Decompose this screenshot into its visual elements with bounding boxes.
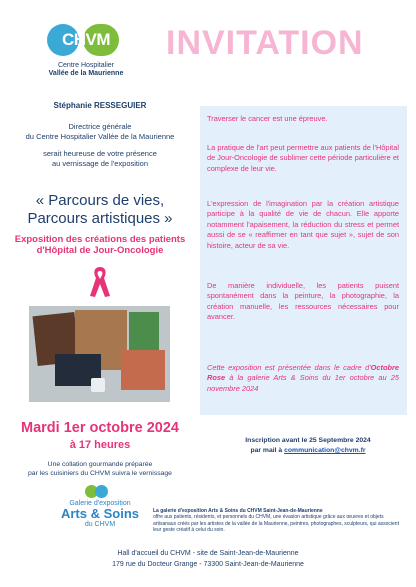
registration-mail <box>208 446 408 456</box>
panel-paragraph-4: De manière individuelle, les patients puisent spontanément dans la peinture, la photographie, la création manuelle, les ressources nécessaires pour avancer. <box>207 281 399 322</box>
logo-line-1: Centre Hospitalier <box>57 62 115 69</box>
photo-painted-box <box>121 350 165 390</box>
exhibition-subtitle <box>0 234 200 256</box>
registration-deadline: Inscription avant le 25 Septembre 2024 <box>245 437 371 444</box>
gallery-line-3: du CHVM <box>84 521 116 528</box>
logo-letters: CHVM <box>61 30 111 49</box>
host-invite-line-1: serait heureuse de votre présence <box>43 149 157 158</box>
event-date: Mardi 1er octobre 2024 <box>21 420 179 436</box>
panel-paragraph-1: Traverser le cancer est une épreuve. <box>207 114 328 123</box>
exhibition-title-line-2: Parcours artistiques » <box>27 210 173 227</box>
event-time: à 17 heures <box>69 439 131 451</box>
host-role-line-2: du Centre Hospitalier Vallée de la Maurienne <box>25 132 175 141</box>
gallery-desc-bold: La galerie d'exposition Arts & Soins du CHVM Saint-Jean-de-Maurienne <box>153 508 323 514</box>
host-invite <box>0 149 200 169</box>
exhibition-subtitle-line-1: Exposition des créations des patients <box>14 234 186 245</box>
panel-paragraph-2: La pratique de l'art peut permettre aux patients de l'Hôpital de Jour-Oncologie de sublimer cette période particulière et complexe de leur vie. <box>207 143 399 173</box>
description-panel <box>200 106 407 415</box>
registration-email-link[interactable]: communication@chvm.fr <box>284 447 366 454</box>
exhibition-title <box>0 192 200 228</box>
panel-p5-pre: Cette exposition est présentée dans le cadre d' <box>207 363 371 372</box>
registration-mail-prefix: par mail à <box>250 447 285 454</box>
photo-mug <box>91 378 105 392</box>
gallery-blue-dot <box>95 485 108 498</box>
chvm-logo <box>46 22 126 78</box>
registration-info <box>208 436 408 456</box>
panel-paragraph-3: L'expression de l'imagination par la création artistique participe à la qualité de vie de chacun. Elle apporte notamment l'apaisement, la réduction du stress et permet aussi de se « reaffirmer en tant que sujet », sujet de son histoire, acteur de sa vie. <box>207 199 399 250</box>
panel-p5-bold: Octobre Rose <box>207 363 399 383</box>
collation-line-2: par les cuisiniers du CHVM suivra le vernissage <box>28 469 172 477</box>
gallery-description <box>153 508 408 534</box>
logo-mark <box>47 22 125 62</box>
gallery-desc-text: offre aux patients, résidents, et personnels du CHVM, une évasion artistique grâce aux œuvres et objets artisanaux créés par les artistes de la vallée de la Maurienne, peintres, photographes, sculpteurs, qui associent leur geste créatif à celui du soin. <box>153 514 399 534</box>
gallery-dots <box>40 482 160 500</box>
exhibition-subtitle-line-2: d'Hôpital de Jour-Oncologie <box>36 245 164 256</box>
pink-ribbon-icon <box>88 265 112 299</box>
address-line-2: 179 rue du Docteur Grange - 73300 Saint-Jean-de-Maurienne <box>112 561 304 568</box>
address-line-1: Hall d'accueil du CHVM - site de Saint-Jean-de-Maurienne <box>117 550 299 557</box>
host-name: Stéphanie RESSEGUIER <box>53 101 147 110</box>
photo-plant <box>129 312 159 352</box>
host-role <box>0 122 200 142</box>
exhibition-title-line-1: « Parcours de vies, <box>35 192 165 209</box>
gallery-logo <box>40 482 160 528</box>
venue-address <box>0 548 416 570</box>
logo-line-2: Vallée de la Maurienne <box>48 70 124 77</box>
collation-line-1: Une collation gourmande préparée <box>47 461 153 468</box>
panel-p5-post: à la galerie Arts & Soins du 1er octobre au 25 novembre 2024 <box>207 373 399 393</box>
gallery-line-2: Arts & Soins <box>60 506 139 521</box>
host-role-line-1: Directrice générale <box>68 122 132 131</box>
host-invite-line-2: au vernissage de l'exposition <box>51 159 149 168</box>
gallery-line-1: Galerie d'exposition <box>69 500 131 507</box>
artworks-photo <box>29 306 170 402</box>
page-title: INVITATION <box>166 24 364 62</box>
panel-paragraph-5 <box>207 363 399 394</box>
collation-note <box>0 461 200 478</box>
